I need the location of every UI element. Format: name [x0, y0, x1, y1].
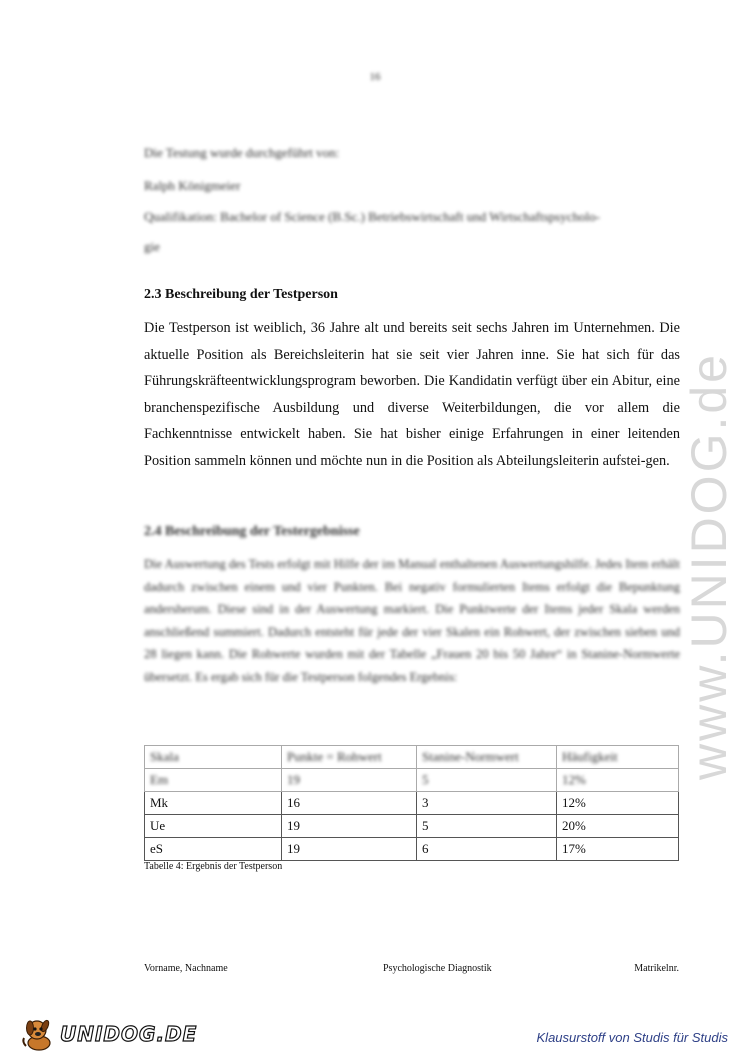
watermark: www.UNIDOG.de	[681, 352, 737, 780]
table-header-cell: Punkte = Rohwert	[282, 746, 417, 769]
table-cell: 20%	[557, 815, 679, 838]
table-cell: Em	[145, 769, 282, 792]
footer-matriculation: Matrikelnr.	[634, 963, 679, 974]
table-cell: Ue	[145, 815, 282, 838]
table-cell: 5	[417, 769, 557, 792]
dog-mascot-icon	[20, 1016, 58, 1052]
table-row	[145, 838, 679, 861]
table-caption: Tabelle 4: Ergebnis der Testperson	[144, 861, 283, 872]
footer-course: Psychologische Diagnostik	[383, 963, 492, 974]
table-cell: 19	[282, 838, 417, 861]
intro-line-1: Die Testung wurde durchgeführt von:	[144, 145, 340, 160]
table-cell: 16	[282, 792, 417, 815]
table-row	[145, 815, 679, 838]
intro-line-4: gie	[144, 239, 160, 254]
logo-wordmark: UNIDOG.DE	[60, 1022, 198, 1046]
table-header-row	[145, 746, 679, 769]
table-row	[145, 769, 679, 792]
table-cell: Mk	[145, 792, 282, 815]
table-cell: 3	[417, 792, 557, 815]
footer-name: Vorname, Nachname	[144, 963, 228, 974]
table-cell: 12%	[557, 769, 679, 792]
section-heading-2-4: 2.4 Beschreibung der Testergebnisse	[144, 524, 360, 539]
table-header-cell: Skala	[145, 746, 282, 769]
table-header-cell: Stanine-Normwert	[417, 746, 557, 769]
intro-line-2: Ralph Königmeier	[144, 178, 241, 193]
table-cell: 19	[282, 769, 417, 792]
table-cell: 6	[417, 838, 557, 861]
table-header-cell: Häufigkeit	[557, 746, 679, 769]
section-text-2-3: Die Testperson ist weiblich, 36 Jahre alt und bereits seit sechs Jahren im Unternehmen. Die aktuelle Position als Bereichsleiterin hat sie seit vier Jahren inne. Sie hat sich für das Führungskräfteentwicklungsprogram beworben. Die Kandidatin verfügt über ein Abitur, eine branchenspezifische Ausbildung und diverse Weiterbildungen, die vor allem die Fachkenntnisse entwickelt haben. Sie hat bisher einige Erfahrungen in einer leitenden Position sammeln können und möchte nun in die Position als Abteilungsleiterin aufstei-gen.	[144, 320, 680, 469]
table-row	[145, 792, 679, 815]
unidog-logo	[20, 1016, 197, 1052]
table-cell: 19	[282, 815, 417, 838]
section-text-2-4: Die Auswertung des Tests erfolgt mit Hilfe der im Manual enthaltenen Auswertungshilfe. Jedes Item erhält dadurch zwischen einem und vier Punkten. Bei negativ formulierten Items erfolgt die Bepunktung andersherum. Diese sind in der Auswertung markiert. Die Punktwerte der Items jeder Skala werden anschließend summiert. Dadurch entsteht für jede der vier Skalen ein Rohwert, der zwischen sieben und 28 liegen kann. Die Rohwerte wurden mit der Tabelle „Frauen 20 bis 50 Jahre“ in Stanine-Normwerte übersetzt. Es ergab sich für die Testperson folgendes Ergebnis:	[144, 557, 680, 684]
table-cell: 17%	[557, 838, 679, 861]
results-table	[144, 745, 679, 861]
table-cell: eS	[145, 838, 282, 861]
intro-line-3: Qualifikation: Bachelor of Science (B.Sc.) Betriebswirtschaft und Wirtschaftspsycholo-	[144, 209, 600, 224]
slogan: Klausurstoff von Studis für Studis	[536, 1030, 728, 1045]
table-cell: 5	[417, 815, 557, 838]
page-number: 16	[369, 71, 381, 83]
section-heading-2-3: 2.3 Beschreibung der Testperson	[144, 287, 338, 302]
table-cell: 12%	[557, 792, 679, 815]
